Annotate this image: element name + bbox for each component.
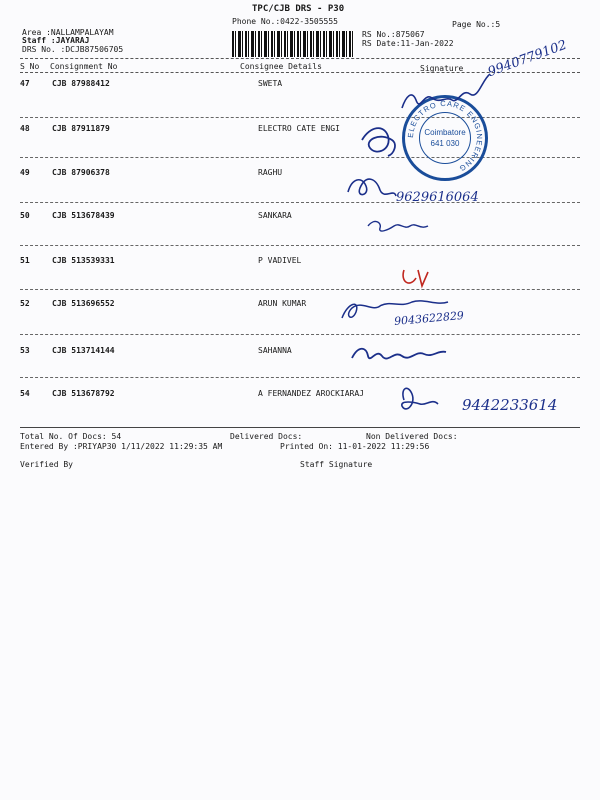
row-sno: 47: [20, 79, 30, 88]
handwritten-phone-54: 9442233614: [462, 396, 558, 414]
handwritten-phone-47: 9940779102: [486, 37, 569, 81]
column-signature: Signature: [420, 64, 464, 73]
table-row: [20, 168, 580, 214]
column-consignee: Consignee Details: [240, 62, 322, 71]
row-divider: [20, 245, 580, 246]
table-row: [20, 124, 580, 170]
non-delivered-docs: Non Delivered Docs:: [366, 432, 458, 441]
table-row: [20, 299, 580, 345]
row-consignee: SAHANNA: [258, 346, 292, 355]
barcode: [232, 31, 354, 57]
stamp-inner-ring: [419, 112, 471, 164]
staff-signature: Staff Signature: [300, 460, 373, 469]
row-sno: 52: [20, 299, 30, 308]
document-title: TPC/CJB DRS - P30: [252, 4, 345, 14]
handwritten-phone-52: 9043622829: [393, 308, 465, 329]
table-row: [20, 211, 580, 257]
verified-by: Verified By: [20, 460, 73, 469]
row-consignee: A FERNANDEZ AROCKIARAJ: [258, 389, 364, 398]
row-consignee: ELECTRO CATE ENGI: [258, 124, 340, 133]
table-row: [20, 256, 580, 302]
rs-date: RS Date:11-Jan-2022: [362, 39, 454, 48]
row-divider: [20, 377, 580, 378]
row-consignment: CJB 87988412: [52, 79, 110, 88]
header-rule-top: [20, 58, 580, 59]
page-number: Page No.:5: [452, 20, 501, 29]
row-sno: 51: [20, 256, 30, 265]
row-divider: [20, 334, 580, 335]
column-consignment: Consignment No: [50, 62, 118, 71]
handwritten-phone-49: 9629616064: [396, 190, 479, 205]
stamp-pin: 641 030: [430, 139, 460, 148]
svg-text:ELECTRO CARE ENGINEERING: ELECTRO CARE ENGINEERING: [405, 98, 485, 174]
row-divider: [20, 202, 580, 203]
total-docs: Total No. Of Docs: 54: [20, 432, 122, 441]
row-consignment: CJB 513678792: [52, 389, 115, 398]
area-label: Area :NALLAMPALAYAM: [22, 28, 114, 37]
row-consignee: P VADIVEL: [258, 256, 302, 265]
row-sno: 53: [20, 346, 30, 355]
drs-number: DRS No. :DCJB87506705: [22, 45, 124, 54]
row-consignment: CJB 513714144: [52, 346, 115, 355]
column-sno: S No: [20, 62, 40, 71]
row-consignee: ARUN KUMAR: [258, 299, 307, 308]
row-sno: 49: [20, 168, 30, 177]
row-consignment: CJB 513696552: [52, 299, 115, 308]
rs-number: RS No.:875067: [362, 30, 425, 39]
printed-on: Printed On: 11-01-2022 11:29:56: [280, 442, 430, 451]
table-bottom-rule: [20, 427, 580, 428]
row-consignee: SANKARA: [258, 211, 292, 220]
row-sno: 54: [20, 389, 30, 398]
row-consignment: CJB 87906378: [52, 168, 110, 177]
stamp-city: Coimbatore: [424, 128, 466, 137]
delivered-docs: Delivered Docs:: [230, 432, 303, 441]
row-consignee: RAGHU: [258, 168, 283, 177]
table-row: [20, 346, 580, 392]
staff-label: Staff :JAYARAJ: [22, 36, 90, 45]
row-divider: [20, 157, 580, 158]
row-consignment: CJB 87911879: [52, 124, 110, 133]
company-stamp: [402, 95, 488, 181]
row-sno: 50: [20, 211, 30, 220]
entered-by: Entered By :PRIYAP30 1/11/2022 11:29:35 AM: [20, 442, 223, 451]
row-consignment: CJB 513539331: [52, 256, 115, 265]
phone-number: Phone No.:0422-3505555: [232, 17, 338, 26]
row-sno: 48: [20, 124, 30, 133]
table-row: [20, 79, 580, 125]
row-consignment: CJB 513678439: [52, 211, 115, 220]
row-consignee: SWETA: [258, 79, 283, 88]
row-divider: [20, 117, 580, 118]
row-divider: [20, 289, 580, 290]
